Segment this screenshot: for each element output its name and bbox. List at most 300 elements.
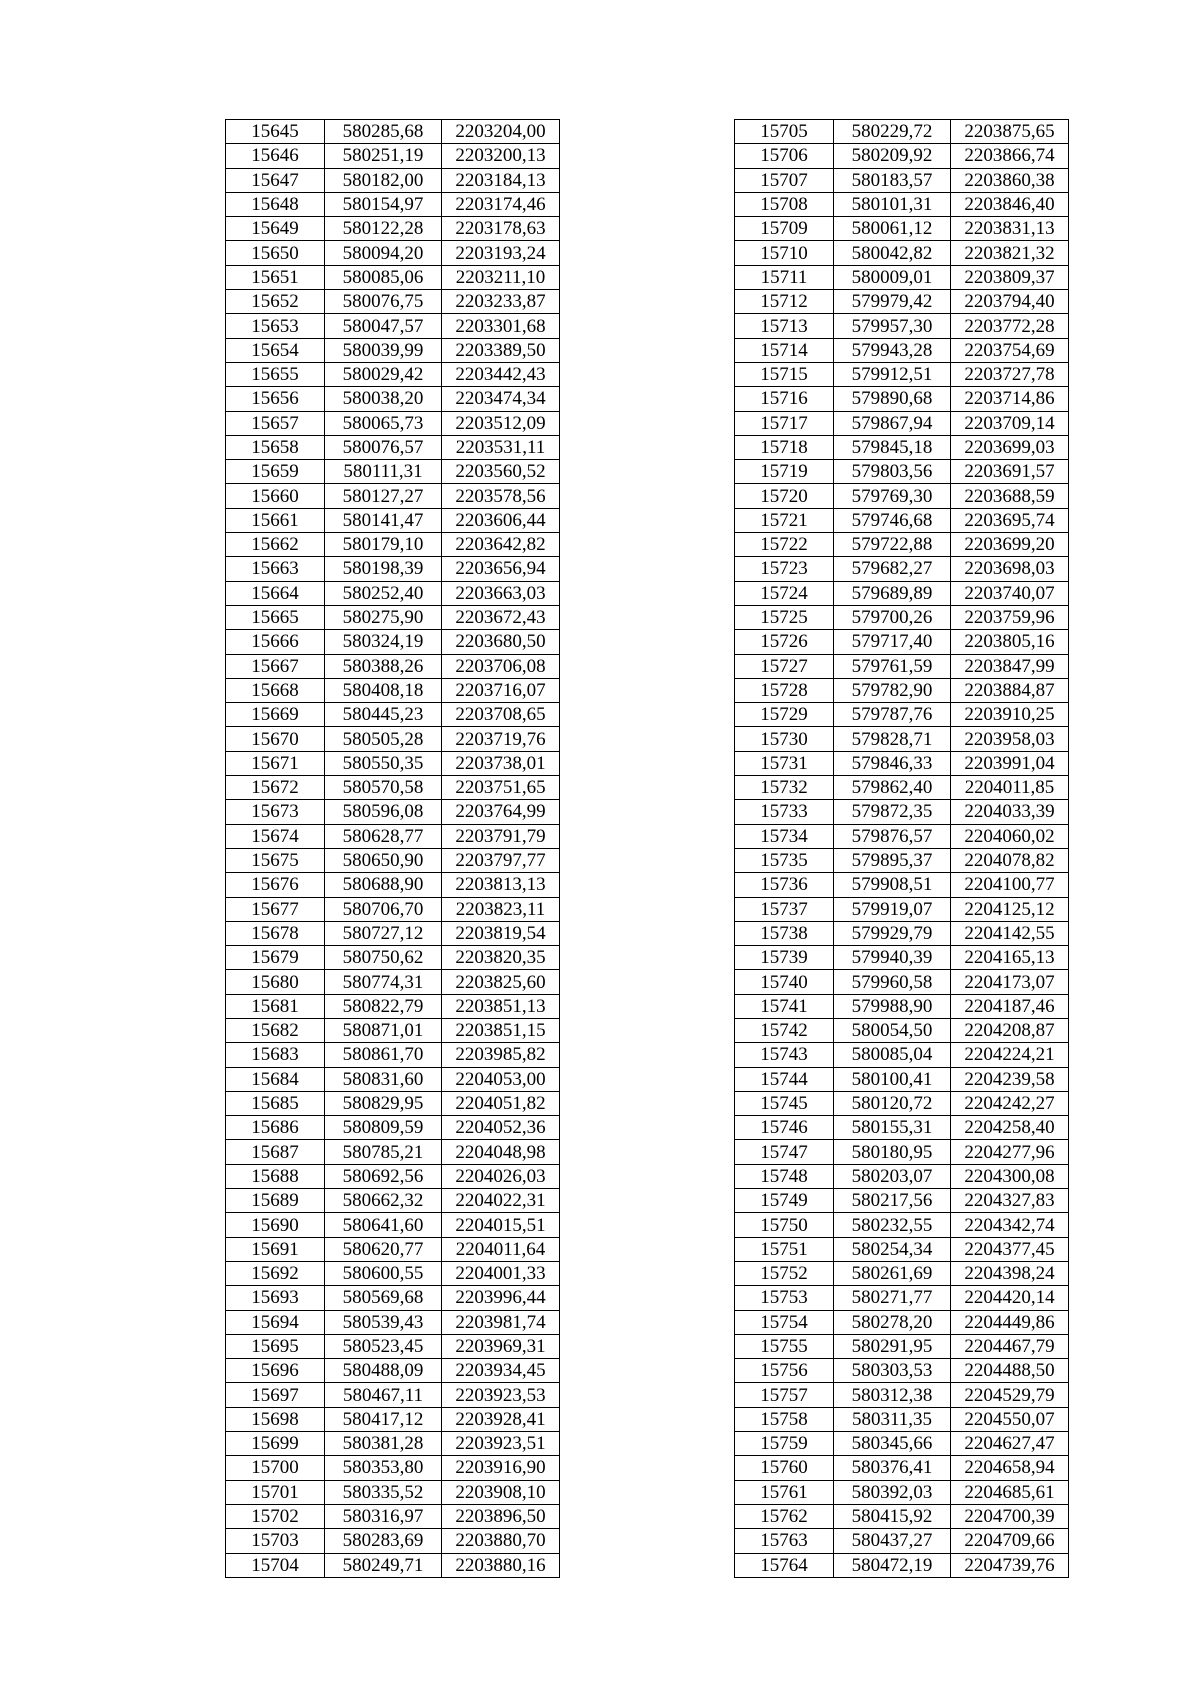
table-row [735, 168, 1069, 192]
y-coordinate-cell: 2204208,87 [951, 1018, 1069, 1042]
y-coordinate-cell: 2203738,01 [442, 751, 560, 775]
x-coordinate-cell: 580353,80 [325, 1456, 442, 1480]
y-coordinate-cell: 2203809,37 [951, 265, 1069, 289]
x-coordinate-cell: 580303,53 [834, 1359, 951, 1383]
y-coordinate-cell: 2204277,96 [951, 1140, 1069, 1164]
table-row [226, 1018, 560, 1042]
point-number-cell: 15754 [735, 1310, 834, 1334]
point-number-cell: 15744 [735, 1067, 834, 1091]
table-row [226, 946, 560, 970]
y-coordinate-cell: 2203699,20 [951, 533, 1069, 557]
x-coordinate-cell: 579846,33 [834, 751, 951, 775]
point-number-cell: 15709 [735, 217, 834, 241]
point-number-cell: 15702 [226, 1504, 325, 1528]
x-coordinate-cell: 580316,97 [325, 1504, 442, 1528]
y-coordinate-cell: 2203846,40 [951, 192, 1069, 216]
x-coordinate-cell: 580232,55 [834, 1213, 951, 1237]
table-row [735, 533, 1069, 557]
x-coordinate-cell: 580345,66 [834, 1432, 951, 1456]
x-coordinate-cell: 580278,20 [834, 1310, 951, 1334]
coordinates-table-right [734, 119, 1069, 1578]
x-coordinate-cell: 580254,34 [834, 1237, 951, 1261]
table-row [226, 1213, 560, 1237]
point-number-cell: 15680 [226, 970, 325, 994]
y-coordinate-cell: 2203474,34 [442, 387, 560, 411]
y-coordinate-cell: 2204242,27 [951, 1091, 1069, 1115]
point-number-cell: 15764 [735, 1553, 834, 1577]
x-coordinate-cell: 579867,94 [834, 411, 951, 435]
table-row [735, 192, 1069, 216]
x-coordinate-cell: 580392,03 [834, 1480, 951, 1504]
point-number-cell: 15762 [735, 1504, 834, 1528]
table-row [226, 751, 560, 775]
table-row [226, 508, 560, 532]
table-row [226, 192, 560, 216]
y-coordinate-cell: 2204449,86 [951, 1310, 1069, 1334]
y-coordinate-cell: 2203512,09 [442, 411, 560, 435]
y-coordinate-cell: 2203193,24 [442, 241, 560, 265]
point-number-cell: 15669 [226, 703, 325, 727]
x-coordinate-cell: 580388,26 [325, 654, 442, 678]
point-number-cell: 15685 [226, 1091, 325, 1115]
x-coordinate-cell: 580261,69 [834, 1261, 951, 1285]
point-number-cell: 15682 [226, 1018, 325, 1042]
x-coordinate-cell: 580750,62 [325, 946, 442, 970]
table-row [226, 1067, 560, 1091]
x-coordinate-cell: 579988,90 [834, 994, 951, 1018]
point-number-cell: 15749 [735, 1189, 834, 1213]
x-coordinate-cell: 579979,42 [834, 290, 951, 314]
table-row [226, 290, 560, 314]
table-row [735, 362, 1069, 386]
table-row [226, 703, 560, 727]
x-coordinate-cell: 580467,11 [325, 1383, 442, 1407]
table-row [735, 824, 1069, 848]
y-coordinate-cell: 2203981,74 [442, 1310, 560, 1334]
point-number-cell: 15726 [735, 630, 834, 654]
x-coordinate-cell: 579919,07 [834, 897, 951, 921]
y-coordinate-cell: 2203642,82 [442, 533, 560, 557]
table-row [226, 1310, 560, 1334]
point-number-cell: 15700 [226, 1456, 325, 1480]
y-coordinate-cell: 2203772,28 [951, 314, 1069, 338]
y-coordinate-cell: 2203716,07 [442, 678, 560, 702]
y-coordinate-cell: 2204327,83 [951, 1189, 1069, 1213]
table-row [226, 727, 560, 751]
x-coordinate-cell: 579787,76 [834, 703, 951, 727]
x-coordinate-cell: 580054,50 [834, 1018, 951, 1042]
point-number-cell: 15661 [226, 508, 325, 532]
x-coordinate-cell: 579845,18 [834, 435, 951, 459]
x-coordinate-cell: 580183,57 [834, 168, 951, 192]
table-row [226, 1116, 560, 1140]
point-number-cell: 15677 [226, 897, 325, 921]
x-coordinate-cell: 580809,59 [325, 1116, 442, 1140]
y-coordinate-cell: 2203821,32 [951, 241, 1069, 265]
point-number-cell: 15756 [735, 1359, 834, 1383]
y-coordinate-cell: 2204187,46 [951, 994, 1069, 1018]
point-number-cell: 15663 [226, 557, 325, 581]
x-coordinate-cell: 580180,95 [834, 1140, 951, 1164]
y-coordinate-cell: 2203178,63 [442, 217, 560, 241]
table-row [226, 411, 560, 435]
y-coordinate-cell: 2204100,77 [951, 873, 1069, 897]
x-coordinate-cell: 580335,52 [325, 1480, 442, 1504]
point-number-cell: 15696 [226, 1359, 325, 1383]
point-number-cell: 15673 [226, 800, 325, 824]
point-number-cell: 15693 [226, 1286, 325, 1310]
y-coordinate-cell: 2203688,59 [951, 484, 1069, 508]
point-number-cell: 15698 [226, 1407, 325, 1431]
x-coordinate-cell: 579940,39 [834, 946, 951, 970]
point-number-cell: 15645 [226, 120, 325, 144]
y-coordinate-cell: 2204053,00 [442, 1067, 560, 1091]
y-coordinate-cell: 2204739,76 [951, 1553, 1069, 1577]
x-coordinate-cell: 580570,58 [325, 776, 442, 800]
x-coordinate-cell: 580076,57 [325, 435, 442, 459]
table-row [226, 1529, 560, 1553]
table-row [735, 873, 1069, 897]
y-coordinate-cell: 2203958,03 [951, 727, 1069, 751]
y-coordinate-cell: 2203884,87 [951, 678, 1069, 702]
point-number-cell: 15755 [735, 1334, 834, 1358]
point-number-cell: 15681 [226, 994, 325, 1018]
y-coordinate-cell: 2204239,58 [951, 1067, 1069, 1091]
x-coordinate-cell: 580217,56 [834, 1189, 951, 1213]
x-coordinate-cell: 579862,40 [834, 776, 951, 800]
table-row [735, 1334, 1069, 1358]
table-row [226, 144, 560, 168]
y-coordinate-cell: 2203672,43 [442, 605, 560, 629]
x-coordinate-cell: 580154,97 [325, 192, 442, 216]
point-number-cell: 15742 [735, 1018, 834, 1042]
x-coordinate-cell: 580094,20 [325, 241, 442, 265]
table-row [226, 1383, 560, 1407]
x-coordinate-cell: 579943,28 [834, 338, 951, 362]
x-coordinate-cell: 579717,40 [834, 630, 951, 654]
x-coordinate-cell: 580061,12 [834, 217, 951, 241]
y-coordinate-cell: 2203698,03 [951, 557, 1069, 581]
table-row [735, 338, 1069, 362]
point-number-cell: 15752 [735, 1261, 834, 1285]
point-number-cell: 15734 [735, 824, 834, 848]
x-coordinate-cell: 580042,82 [834, 241, 951, 265]
x-coordinate-cell: 580785,21 [325, 1140, 442, 1164]
y-coordinate-cell: 2204051,82 [442, 1091, 560, 1115]
y-coordinate-cell: 2203847,99 [951, 654, 1069, 678]
x-coordinate-cell: 580539,43 [325, 1310, 442, 1334]
y-coordinate-cell: 2203663,03 [442, 581, 560, 605]
point-number-cell: 15664 [226, 581, 325, 605]
x-coordinate-cell: 580182,00 [325, 168, 442, 192]
table-row [226, 557, 560, 581]
x-coordinate-cell: 580381,28 [325, 1432, 442, 1456]
table-row [735, 1529, 1069, 1553]
table-row [735, 1383, 1069, 1407]
table-row [735, 776, 1069, 800]
point-number-cell: 15688 [226, 1164, 325, 1188]
y-coordinate-cell: 2203656,94 [442, 557, 560, 581]
point-number-cell: 15731 [735, 751, 834, 775]
x-coordinate-cell: 580415,92 [834, 1504, 951, 1528]
table-row [735, 484, 1069, 508]
table-row [226, 873, 560, 897]
x-coordinate-cell: 580120,72 [834, 1091, 951, 1115]
table-row [226, 1432, 560, 1456]
y-coordinate-cell: 2204488,50 [951, 1359, 1069, 1383]
point-number-cell: 15666 [226, 630, 325, 654]
point-number-cell: 15657 [226, 411, 325, 435]
x-coordinate-cell: 580285,68 [325, 120, 442, 144]
point-number-cell: 15761 [735, 1480, 834, 1504]
point-number-cell: 15730 [735, 727, 834, 751]
point-number-cell: 15736 [735, 873, 834, 897]
x-coordinate-cell: 580472,19 [834, 1553, 951, 1577]
x-coordinate-cell: 580085,06 [325, 265, 442, 289]
y-coordinate-cell: 2203204,00 [442, 120, 560, 144]
point-number-cell: 15711 [735, 265, 834, 289]
x-coordinate-cell: 579872,35 [834, 800, 951, 824]
table-row [226, 460, 560, 484]
y-coordinate-cell: 2204015,51 [442, 1213, 560, 1237]
point-number-cell: 15668 [226, 678, 325, 702]
x-coordinate-cell: 580445,23 [325, 703, 442, 727]
x-coordinate-cell: 580155,31 [834, 1116, 951, 1140]
x-coordinate-cell: 580688,90 [325, 873, 442, 897]
point-number-cell: 15719 [735, 460, 834, 484]
table-row [735, 630, 1069, 654]
x-coordinate-cell: 580871,01 [325, 1018, 442, 1042]
table-row [226, 533, 560, 557]
y-coordinate-cell: 2203699,03 [951, 435, 1069, 459]
x-coordinate-cell: 580650,90 [325, 848, 442, 872]
point-number-cell: 15656 [226, 387, 325, 411]
point-number-cell: 15689 [226, 1189, 325, 1213]
x-coordinate-cell: 579746,68 [834, 508, 951, 532]
point-number-cell: 15715 [735, 362, 834, 386]
point-number-cell: 15747 [735, 1140, 834, 1164]
y-coordinate-cell: 2204078,82 [951, 848, 1069, 872]
table-row [226, 484, 560, 508]
y-coordinate-cell: 2203791,79 [442, 824, 560, 848]
point-number-cell: 15651 [226, 265, 325, 289]
x-coordinate-cell: 579682,27 [834, 557, 951, 581]
point-number-cell: 15763 [735, 1529, 834, 1553]
x-coordinate-cell: 580198,39 [325, 557, 442, 581]
y-coordinate-cell: 2204048,98 [442, 1140, 560, 1164]
y-coordinate-cell: 2203727,78 [951, 362, 1069, 386]
point-number-cell: 15725 [735, 605, 834, 629]
table-row [226, 1189, 560, 1213]
x-coordinate-cell: 580229,72 [834, 120, 951, 144]
x-coordinate-cell: 579761,59 [834, 654, 951, 678]
point-number-cell: 15759 [735, 1432, 834, 1456]
y-coordinate-cell: 2203200,13 [442, 144, 560, 168]
point-number-cell: 15722 [735, 533, 834, 557]
point-number-cell: 15757 [735, 1383, 834, 1407]
x-coordinate-cell: 580311,35 [834, 1407, 951, 1431]
y-coordinate-cell: 2203719,76 [442, 727, 560, 751]
x-coordinate-cell: 579722,88 [834, 533, 951, 557]
point-number-cell: 15729 [735, 703, 834, 727]
y-coordinate-cell: 2203996,44 [442, 1286, 560, 1310]
x-coordinate-cell: 580488,09 [325, 1359, 442, 1383]
table-row [735, 1237, 1069, 1261]
table-row [735, 800, 1069, 824]
table-row [226, 1164, 560, 1188]
table-row [226, 168, 560, 192]
point-number-cell: 15739 [735, 946, 834, 970]
y-coordinate-cell: 2203695,74 [951, 508, 1069, 532]
y-coordinate-cell: 2203174,46 [442, 192, 560, 216]
y-coordinate-cell: 2204224,21 [951, 1043, 1069, 1067]
point-number-cell: 15662 [226, 533, 325, 557]
x-coordinate-cell: 580209,92 [834, 144, 951, 168]
table-row [226, 994, 560, 1018]
table-row [735, 1043, 1069, 1067]
table-row [735, 654, 1069, 678]
table-row [735, 411, 1069, 435]
y-coordinate-cell: 2203578,56 [442, 484, 560, 508]
point-number-cell: 15686 [226, 1116, 325, 1140]
point-number-cell: 15733 [735, 800, 834, 824]
x-coordinate-cell: 580065,73 [325, 411, 442, 435]
y-coordinate-cell: 2204627,47 [951, 1432, 1069, 1456]
table-row [226, 970, 560, 994]
point-number-cell: 15678 [226, 921, 325, 945]
point-number-cell: 15706 [735, 144, 834, 168]
table-row [735, 1553, 1069, 1577]
x-coordinate-cell: 580861,70 [325, 1043, 442, 1067]
x-coordinate-cell: 580600,55 [325, 1261, 442, 1285]
y-coordinate-cell: 2204398,24 [951, 1261, 1069, 1285]
table-row [735, 897, 1069, 921]
y-coordinate-cell: 2203866,74 [951, 144, 1069, 168]
y-coordinate-cell: 2204529,79 [951, 1383, 1069, 1407]
y-coordinate-cell: 2204658,94 [951, 1456, 1069, 1480]
table-row [735, 751, 1069, 775]
x-coordinate-cell: 580376,41 [834, 1456, 951, 1480]
y-coordinate-cell: 2203991,04 [951, 751, 1069, 775]
y-coordinate-cell: 2204060,02 [951, 824, 1069, 848]
point-number-cell: 15760 [735, 1456, 834, 1480]
y-coordinate-cell: 2203928,41 [442, 1407, 560, 1431]
x-coordinate-cell: 579929,79 [834, 921, 951, 945]
table-row [226, 120, 560, 144]
y-coordinate-cell: 2204550,07 [951, 1407, 1069, 1431]
x-coordinate-cell: 580620,77 [325, 1237, 442, 1261]
y-coordinate-cell: 2204011,64 [442, 1237, 560, 1261]
y-coordinate-cell: 2204709,66 [951, 1529, 1069, 1553]
point-number-cell: 15750 [735, 1213, 834, 1237]
y-coordinate-cell: 2203706,08 [442, 654, 560, 678]
point-number-cell: 15667 [226, 654, 325, 678]
point-number-cell: 15716 [735, 387, 834, 411]
table-row [735, 1189, 1069, 1213]
point-number-cell: 15705 [735, 120, 834, 144]
point-number-cell: 15672 [226, 776, 325, 800]
table-row [226, 241, 560, 265]
y-coordinate-cell: 2203916,90 [442, 1456, 560, 1480]
table-row [226, 1456, 560, 1480]
x-coordinate-cell: 580101,31 [834, 192, 951, 216]
point-number-cell: 15653 [226, 314, 325, 338]
point-number-cell: 15727 [735, 654, 834, 678]
y-coordinate-cell: 2203680,50 [442, 630, 560, 654]
y-coordinate-cell: 2204142,55 [951, 921, 1069, 945]
y-coordinate-cell: 2203910,25 [951, 703, 1069, 727]
x-coordinate-cell: 580029,42 [325, 362, 442, 386]
point-number-cell: 15654 [226, 338, 325, 362]
table-row [226, 1359, 560, 1383]
x-coordinate-cell: 580774,31 [325, 970, 442, 994]
y-coordinate-cell: 2204467,79 [951, 1334, 1069, 1358]
table-row [226, 897, 560, 921]
x-coordinate-cell: 580706,70 [325, 897, 442, 921]
point-number-cell: 15741 [735, 994, 834, 1018]
table-row [226, 435, 560, 459]
point-number-cell: 15665 [226, 605, 325, 629]
x-coordinate-cell: 579890,68 [834, 387, 951, 411]
point-number-cell: 15684 [226, 1067, 325, 1091]
table-row [226, 654, 560, 678]
table-row [735, 703, 1069, 727]
x-coordinate-cell: 580408,18 [325, 678, 442, 702]
table-row [735, 1310, 1069, 1334]
table-row [226, 1286, 560, 1310]
x-coordinate-cell: 580038,20 [325, 387, 442, 411]
x-coordinate-cell: 580324,19 [325, 630, 442, 654]
table-row [226, 630, 560, 654]
table-row [735, 120, 1069, 144]
x-coordinate-cell: 580641,60 [325, 1213, 442, 1237]
x-coordinate-cell: 580692,56 [325, 1164, 442, 1188]
point-number-cell: 15691 [226, 1237, 325, 1261]
point-number-cell: 15674 [226, 824, 325, 848]
point-number-cell: 15710 [735, 241, 834, 265]
point-number-cell: 15683 [226, 1043, 325, 1067]
x-coordinate-cell: 580271,77 [834, 1286, 951, 1310]
x-coordinate-cell: 579957,30 [834, 314, 951, 338]
x-coordinate-cell: 580047,57 [325, 314, 442, 338]
point-number-cell: 15646 [226, 144, 325, 168]
x-coordinate-cell: 580252,40 [325, 581, 442, 605]
y-coordinate-cell: 2203797,77 [442, 848, 560, 872]
x-coordinate-cell: 579689,89 [834, 581, 951, 605]
x-coordinate-cell: 580312,38 [834, 1383, 951, 1407]
table-row [735, 1067, 1069, 1091]
point-number-cell: 15649 [226, 217, 325, 241]
point-number-cell: 15751 [735, 1237, 834, 1261]
point-number-cell: 15692 [226, 1261, 325, 1285]
table-row [735, 1261, 1069, 1285]
x-coordinate-cell: 580628,77 [325, 824, 442, 848]
x-coordinate-cell: 580251,19 [325, 144, 442, 168]
table-row [735, 848, 1069, 872]
table-row [226, 921, 560, 945]
table-row [735, 605, 1069, 629]
point-number-cell: 15748 [735, 1164, 834, 1188]
y-coordinate-cell: 2204052,36 [442, 1116, 560, 1140]
y-coordinate-cell: 2203851,15 [442, 1018, 560, 1042]
table-row [226, 1553, 560, 1577]
point-number-cell: 15707 [735, 168, 834, 192]
y-coordinate-cell: 2204700,39 [951, 1504, 1069, 1528]
point-number-cell: 15648 [226, 192, 325, 216]
point-number-cell: 15746 [735, 1116, 834, 1140]
point-number-cell: 15690 [226, 1213, 325, 1237]
point-number-cell: 15647 [226, 168, 325, 192]
